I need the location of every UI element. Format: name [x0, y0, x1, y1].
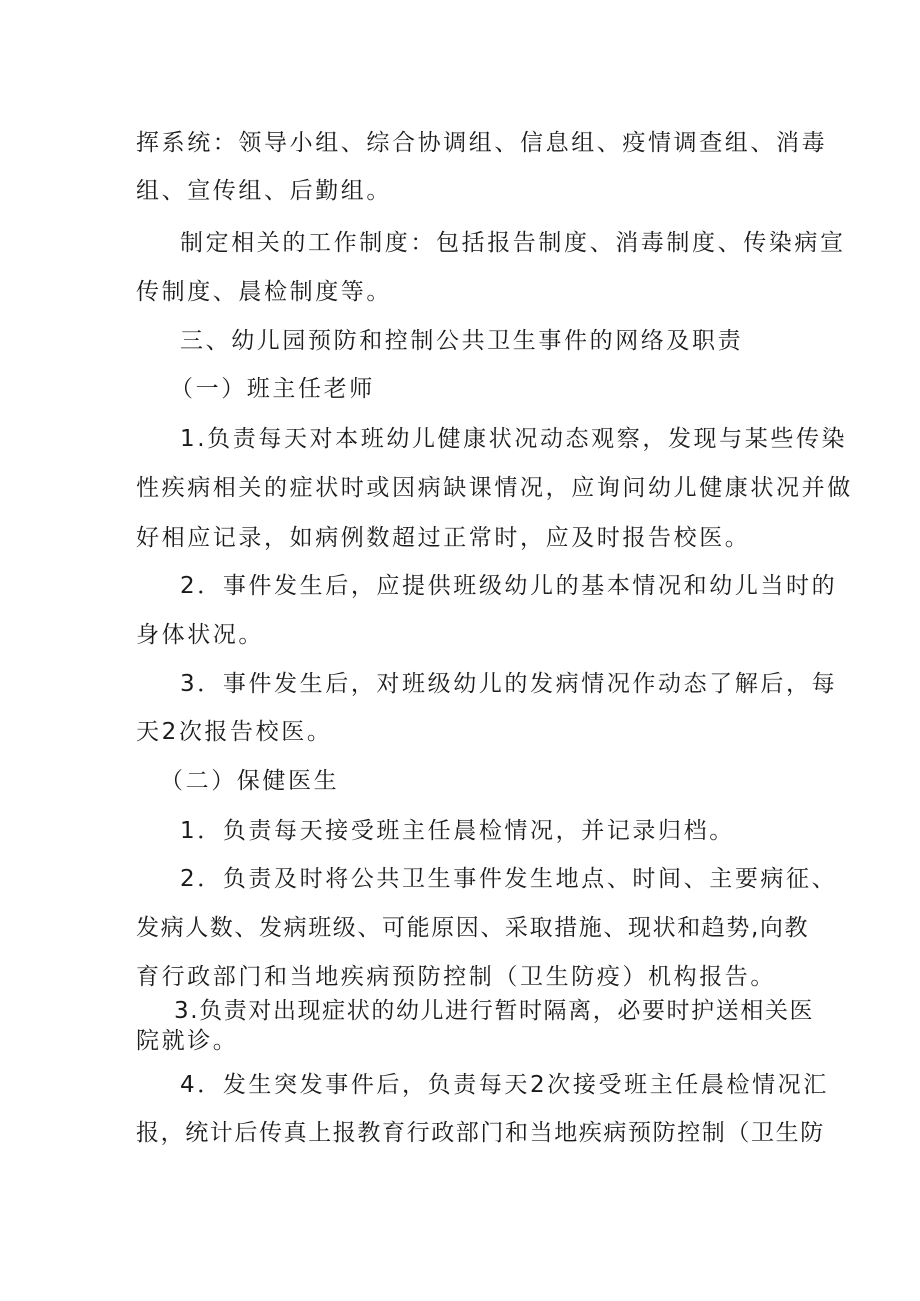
paragraph-line: 院就诊。: [136, 1028, 239, 1054]
paragraph-line: 发病人数、发病班级、可能原因、采取措施、现状和趋势,向教: [136, 915, 810, 941]
paragraph-line: 1.负责每天对本班幼儿健康状况动态观察，发现与某些传染: [180, 426, 848, 452]
paragraph-line: 组、宣传组、后勤组。: [136, 178, 392, 204]
paragraph-line: 1．负责每天接受班主任晨检情况，并记录归档。: [180, 818, 735, 844]
paragraph-line: 4．发生突发事件后，负责每天2次接受班主任晨检情况汇: [180, 1072, 829, 1098]
paragraph-line: 传制度、晨检制度等。: [136, 279, 392, 305]
paragraph-line: 天2次报告校医。: [136, 719, 333, 745]
paragraph-line: 挥系统：领导小组、综合协调组、信息组、疫情调查组、消毒: [136, 130, 828, 156]
paragraph-line: 3.负责对出现症状的幼儿进行暂时隔离，必要时护送相关医: [174, 998, 815, 1024]
paragraph-line: 报，统计后传真上报教育行政部门和当地疾病预防控制（卫生防: [136, 1120, 825, 1146]
paragraph-line: 好相应记录，如病例数超过正常时，应及时报告校医。: [136, 525, 751, 551]
paragraph-line: 3．事件发生后，对班级幼儿的发病情况作动态了解后，每: [180, 671, 838, 697]
paragraph-line: 2．负责及时将公共卫生事件发生地点、时间、主要病征、: [180, 866, 838, 892]
paragraph-line: 制定相关的工作制度：包括报告制度、消毒制度、传染病宣: [180, 230, 846, 256]
subsection-heading: （一）班主任老师: [170, 376, 375, 402]
paragraph-line: 性疾病相关的症状时或因病缺课情况，应询问幼儿健康状况并做: [136, 475, 853, 501]
section-heading: 三、幼儿园预防和控制公共卫生事件的网络及职责: [180, 328, 744, 354]
paragraph-line: 身体状况。: [136, 622, 264, 648]
paragraph-line: 育行政部门和当地疾病预防控制（卫生防疫）机构报告。: [136, 964, 776, 990]
paragraph-line: 2．事件发生后，应提供班级幼儿的基本情况和幼儿当时的: [180, 573, 838, 599]
subsection-heading: （二）保健医生: [160, 768, 340, 794]
